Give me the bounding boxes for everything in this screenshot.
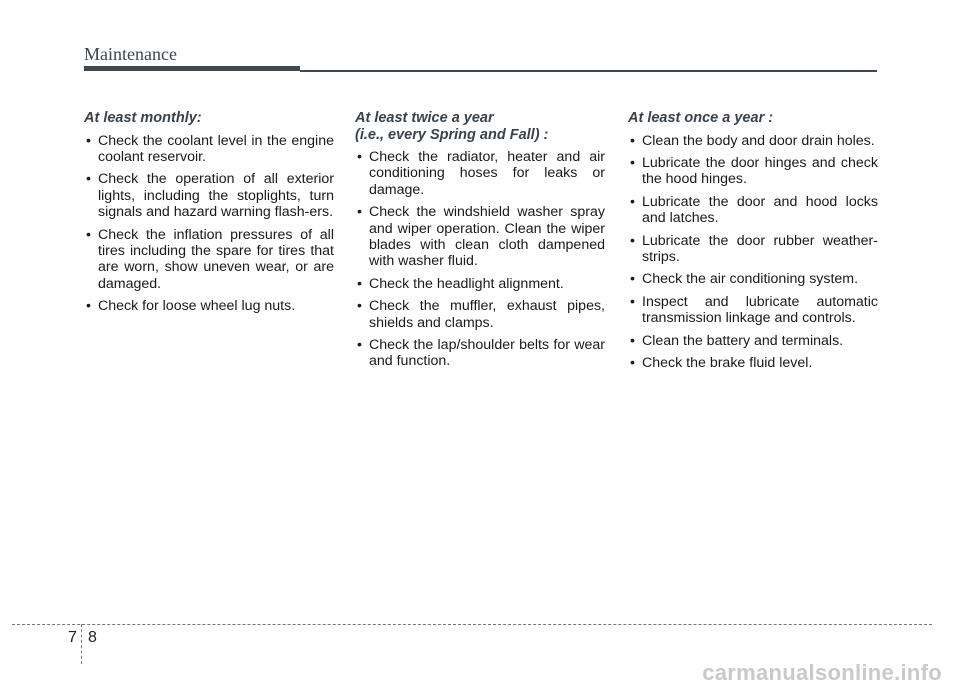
list-item: • Check the inflation pressures of all tires including the spare for tires that are worn, show uneven wear, or are damaged. [84,227,334,293]
heading-line: (i.e., every Spring and Fall) : [355,126,549,143]
list-item: • Check the operation of all exterior lights, including the stoplights, turn signals and hazard warning flash-ers. [84,171,334,220]
footer-divider [81,624,82,664]
monthly-section [84,110,334,321]
list-item: • Check the lap/shoulder belts for wear and function. [355,337,605,370]
chapter-number: 7 [68,629,77,646]
header-title: Maintenance [84,44,177,64]
section-heading [628,110,878,127]
checklist [355,149,605,370]
heading-line: At least twice a year [355,110,494,126]
section-heading [355,110,605,143]
list-item: • Check for loose wheel lug nuts. [84,298,334,314]
list-item: • Clean the battery and terminals. [628,333,878,349]
list-item: • Inspect and lubricate automatic transmission linkage and controls. [628,294,878,327]
list-item: • Clean the body and door drain holes. [628,133,878,149]
list-item: • Check the windshield washer spray and wiper operation. Clean the wiper blades with clean cloth dampened with washer fluid. [355,204,605,270]
list-item: • Check the air conditioning system. [628,271,878,287]
heading-line: At least monthly: [84,110,202,126]
list-item: • Check the brake fluid level. [628,355,878,371]
list-item: • Check the radiator, heater and air conditioning hoses for leaks or damage. [355,149,605,198]
header-rule-thick [84,66,300,71]
checklist [84,133,334,315]
section-heading [84,110,334,127]
twice-yearly-section [355,110,605,376]
list-item: • Lubricate the door rubber weather-strips. [628,233,878,266]
header-rule-thin [300,70,877,72]
yearly-section [628,110,878,377]
heading-line: At least once a year : [628,110,774,126]
list-item: • Lubricate the door and hood locks and latches. [628,194,878,227]
page-number: 8 [88,629,97,646]
list-item: • Check the headlight alignment. [355,276,605,292]
checklist [628,133,878,372]
list-item: • Lubricate the door hinges and check the hood hinges. [628,155,878,188]
list-item: • Check the muffler, exhaust pipes, shields and clamps. [355,298,605,331]
watermark: carmanualsonline.info [702,660,942,685]
list-item: • Check the coolant level in the engine coolant reservoir. [84,133,334,166]
footer-rule [12,624,932,625]
